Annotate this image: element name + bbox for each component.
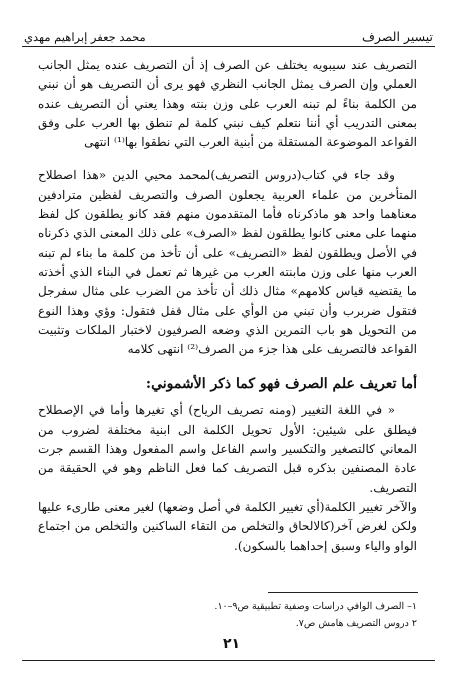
paragraph-sibawayh: التصريف عند سيبويه يختلف عن الصرف إذ أن التصريف عنده يمثل الجانب العملي وإن الصرف يمثل الجانب النظري فهو يرى أن التصريف هو أن نبني من الكلمة بناءً لم تبنه العرب على وزن بنته وهذا يعني أن التصريف عنده بمعنى التدريب أي أننا نتعلم كيف نبني كلمة لم تنطق بها العرب على وفق القواعد الموضوعة المستقلة من أبنية العرب التي نطقوا بها⁽¹⁾ انتهى bbox=[38, 58, 417, 150]
footnote-divider bbox=[268, 592, 418, 593]
running-header bbox=[24, 16, 433, 44]
header-divider bbox=[22, 46, 435, 47]
page-number: ٢١ bbox=[222, 636, 241, 652]
paragraph-durus-altasrif: وقد جاء في كتاب(دروس التصريف)لمحمد محيي الدين «هذا اصطلاح المتأخرين من علماء العربية يجعلون الصرف والتصريف لفظين مترادفين معناهما واحد هو ماذكرناه فأما المتقدمون منهم فقد كانو يطلقون كل لفظ منهما على معنى كانوا يطلقون لفظ «الصرف» على ذلك المعنى الذي ذكرناه في الأصل ويطلقون لفظ «التصريف» على أن تأخذ من كلمة ما بناء لم تبنه العرب منها على وزن مابنته العرب من غيرها ثم تعمل في البناء الذي أخذته ما يقتضيه قياس كلامهم» مثال ذلك أن تأخذ من الضرب على مثال سفرجل فتقول ضربرب وأن تبني من الوأي على مثال قفل فتقول: وؤي وهذا النوع من التحويل هو باب التمرين الذي وضعه الصرفيون لاختبار الملكات وتثبيت القواعد فالتصريف على هذا جزء من الصرف⁽²⁾ انتهى كلامه bbox=[38, 168, 417, 357]
footnotes bbox=[38, 598, 417, 632]
author-name: محمد جعفر إبراهيم مهدي bbox=[24, 30, 146, 44]
section-heading: أما تعريف علم الصرف فهو كما ذكر الأشموني: bbox=[145, 376, 417, 393]
paragraph-second-meaning: والآخر تغيير الكلمة(أي تغيير الكلمة في أصل وضعها) لغير معنى طارىء عليها ولكن لغرض آخر(كالالحاق والتخلص من التقاء الساكنين والتخلص من اجتماع الواو والياء وسبق إحداهما بالسكون). bbox=[38, 499, 417, 553]
footnote-1: ١– الصرف الوافي دراسات وصفية تطبيقية ص٩–١٠. bbox=[214, 601, 417, 612]
footer-divider bbox=[22, 660, 435, 661]
main-text bbox=[38, 56, 417, 556]
paragraph-ashmouni-definition: « في اللغة التغيير (ومنه تصريف الرياح) أي تغيرها وأما في الإصطلاح فيطلق على شيئين: الأول تحويل الكلمة الى ابنية مختلفة لضروب من المعاني كالتصغير والتكسير واسم الفاعل واسم المفعول وهذا القسم جرت عادة المصنفين بذكره قبل التصريف كما فعل الناظم وهو في الحقيقة من التصريف. bbox=[38, 403, 417, 495]
footnote-2: ٢ دروس التصريف هامش ص٧. bbox=[295, 618, 417, 629]
book-title: تيسير الصرف bbox=[361, 29, 433, 44]
